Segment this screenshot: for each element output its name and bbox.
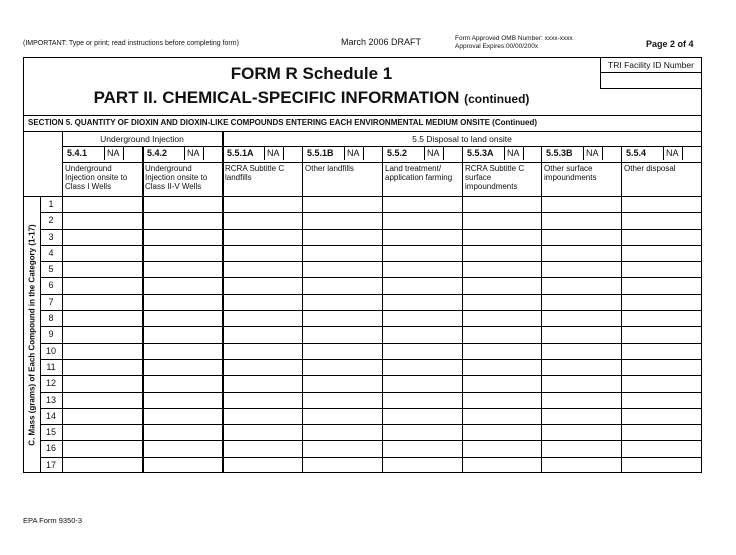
mass-input-cell[interactable] xyxy=(384,425,461,439)
mass-input-cell[interactable] xyxy=(623,327,701,341)
mass-input-cell[interactable] xyxy=(384,278,461,292)
page-number: Page 2 of 4 xyxy=(646,39,694,49)
mass-input-cell[interactable] xyxy=(623,360,701,374)
mass-input-cell[interactable] xyxy=(224,230,301,244)
mass-input-cell[interactable] xyxy=(64,197,141,211)
mass-input-cell[interactable] xyxy=(464,376,540,390)
mass-input-cell[interactable] xyxy=(144,295,221,309)
mass-input-cell[interactable] xyxy=(384,230,461,244)
mass-input-cell[interactable] xyxy=(464,213,540,227)
column-code: 5.5.3A xyxy=(467,148,494,158)
part-title xyxy=(23,88,600,108)
mass-input-cell[interactable] xyxy=(304,393,381,407)
row-number: 11 xyxy=(46,361,56,372)
row-number: 6 xyxy=(48,280,54,291)
na-checkbox[interactable]: NA xyxy=(504,147,524,160)
omb-number: Form Approved OMB Number: xxxx-xxxx xyxy=(455,35,573,42)
row-number: 17 xyxy=(45,459,56,470)
mass-input-cell[interactable] xyxy=(304,327,381,341)
column-description: Other landfills xyxy=(305,164,354,173)
row-number: 12 xyxy=(45,378,56,389)
mass-input-cell[interactable] xyxy=(623,311,701,325)
mass-input-cell[interactable] xyxy=(464,197,540,211)
mass-input-cell[interactable] xyxy=(464,278,540,292)
mass-input-cell[interactable] xyxy=(543,376,620,390)
column-description: Land treatment/ application farming xyxy=(385,164,453,182)
row-number: 16 xyxy=(45,443,56,454)
important-note: (IMPORTANT: Type or print; read instructions before completing form) xyxy=(23,40,239,47)
mass-input-cell[interactable] xyxy=(64,425,141,439)
mass-input-cell[interactable] xyxy=(464,230,540,244)
na-checkbox[interactable]: NA xyxy=(344,147,364,160)
na-checkbox[interactable]: NA xyxy=(583,147,603,160)
na-checkbox[interactable]: NA xyxy=(663,147,683,160)
tri-facility-id-input[interactable] xyxy=(601,73,701,87)
row-number: 15 xyxy=(45,427,56,438)
column-description: Other surface impoundments xyxy=(544,164,597,182)
mass-input-cell[interactable] xyxy=(304,458,381,472)
column-code: 5.5.4 xyxy=(626,148,647,158)
footer-form-number: EPA Form 9350-3 xyxy=(23,516,83,525)
mass-input-cell[interactable] xyxy=(623,458,701,472)
column-code: 5.5.1B xyxy=(307,148,334,158)
tri-divider xyxy=(600,88,702,89)
mass-input-cell[interactable] xyxy=(543,295,620,309)
mass-input-cell[interactable] xyxy=(543,278,620,292)
mass-input-cell[interactable] xyxy=(224,344,301,358)
na-checkbox[interactable]: NA xyxy=(184,147,204,160)
tri-label: TRI Facility ID Number xyxy=(608,60,694,70)
section-heading: SECTION 5. QUANTITY OF DIOXIN AND DIOXIN-LIKE COMPOUNDS ENTERING EACH ENVIRONMENTAL MEDIUM ONSITE (Continued) xyxy=(28,118,538,127)
mass-input-cell[interactable] xyxy=(543,458,620,472)
column-description: RCRA Subtitle C landfills xyxy=(225,164,285,182)
mass-input-cell[interactable] xyxy=(304,213,381,227)
column-description: RCRA Subtitle C surface impoundments xyxy=(465,164,525,191)
mass-input-cell[interactable] xyxy=(623,197,701,211)
mass-input-cell[interactable] xyxy=(543,213,620,227)
mass-input-cell[interactable] xyxy=(384,327,461,341)
mass-input-cell[interactable] xyxy=(224,376,301,390)
mass-input-cell[interactable] xyxy=(623,441,701,455)
mass-input-cell[interactable] xyxy=(304,246,381,260)
mass-input-cell[interactable] xyxy=(144,246,221,260)
mass-input-cell[interactable] xyxy=(64,441,141,455)
column-description: Other disposal xyxy=(624,164,676,173)
mass-input-cell[interactable] xyxy=(224,441,301,455)
mass-input-cell[interactable] xyxy=(464,246,540,260)
group-disposal: 5.5 Disposal to land onsite xyxy=(412,134,512,144)
mass-input-cell[interactable] xyxy=(464,295,540,309)
mass-input-cell[interactable] xyxy=(543,230,620,244)
mass-input-cell[interactable] xyxy=(224,360,301,374)
column-code: 5.5.3B xyxy=(546,148,573,158)
mass-input-cell[interactable] xyxy=(224,458,301,472)
part-title-text: PART II. CHEMICAL-SPECIFIC INFORMATION xyxy=(93,88,460,107)
mass-input-cell[interactable] xyxy=(543,393,620,407)
draft-label: March 2006 DRAFT xyxy=(341,37,422,47)
group-underground: Underground Injection xyxy=(100,134,184,144)
column-code: 5.5.2 xyxy=(387,148,408,158)
mass-input-cell[interactable] xyxy=(304,197,381,211)
row-number: 8 xyxy=(48,313,54,324)
mass-input-cell[interactable] xyxy=(384,393,461,407)
part-title-suffix: (continued) xyxy=(464,92,530,106)
mass-input-cell[interactable] xyxy=(543,409,620,423)
mass-input-cell[interactable] xyxy=(623,230,701,244)
mass-input-cell[interactable] xyxy=(304,295,381,309)
mass-input-cell[interactable] xyxy=(224,327,301,341)
column-code: 5.4.2 xyxy=(147,148,168,158)
mass-input-cell[interactable] xyxy=(464,458,540,472)
mass-input-cell[interactable] xyxy=(543,327,620,341)
column-description: Underground Injection onsite to Class I Wells xyxy=(65,164,128,191)
mass-input-cell[interactable] xyxy=(304,262,381,276)
mass-input-cell[interactable] xyxy=(464,327,540,341)
mass-input-cell[interactable] xyxy=(623,393,701,407)
mass-input-cell[interactable] xyxy=(224,409,301,423)
mass-input-cell[interactable] xyxy=(623,425,701,439)
mass-input-cell[interactable] xyxy=(384,246,461,260)
mass-input-cell[interactable] xyxy=(64,230,141,244)
row-number: 4 xyxy=(48,247,54,258)
form-title: FORM R Schedule 1 xyxy=(230,64,393,83)
mass-input-cell[interactable] xyxy=(64,344,141,358)
row-number: 10 xyxy=(45,345,56,356)
mass-input-cell[interactable] xyxy=(543,246,620,260)
mass-input-cell[interactable] xyxy=(464,262,540,276)
mass-input-cell[interactable] xyxy=(144,441,221,455)
mass-input-cell[interactable] xyxy=(384,409,461,423)
mass-input-cell[interactable] xyxy=(64,262,141,276)
mass-input-cell[interactable] xyxy=(384,360,461,374)
mass-input-cell[interactable] xyxy=(144,311,221,325)
mass-input-cell[interactable] xyxy=(384,441,461,455)
mass-input-cell[interactable] xyxy=(224,425,301,439)
mass-input-cell[interactable] xyxy=(144,360,221,374)
mass-input-cell[interactable] xyxy=(464,311,540,325)
row-number: 2 xyxy=(48,215,54,226)
mass-input-cell[interactable] xyxy=(64,393,141,407)
mass-input-cell[interactable] xyxy=(384,311,461,325)
divider xyxy=(23,115,702,116)
column-code: 5.5.1A xyxy=(227,148,254,158)
mass-input-cell[interactable] xyxy=(224,197,301,211)
mass-input-cell[interactable] xyxy=(384,197,461,211)
mass-input-cell[interactable] xyxy=(543,344,620,358)
mass-input-cell[interactable] xyxy=(64,246,141,260)
mass-input-cell[interactable] xyxy=(464,360,540,374)
mass-input-cell[interactable] xyxy=(144,262,221,276)
mass-input-cell[interactable] xyxy=(144,327,221,341)
mass-input-cell[interactable] xyxy=(304,311,381,325)
mass-input-cell[interactable] xyxy=(543,360,620,374)
mass-input-cell[interactable] xyxy=(64,376,141,390)
mass-input-cell[interactable] xyxy=(64,278,141,292)
mass-input-cell[interactable] xyxy=(64,213,141,227)
mass-input-cell[interactable] xyxy=(304,278,381,292)
mass-input-cell[interactable] xyxy=(543,262,620,276)
row-number: 1 xyxy=(48,199,54,209)
mass-input-cell[interactable] xyxy=(384,262,461,276)
row-number: 7 xyxy=(48,296,54,307)
na-checkbox[interactable]: NA xyxy=(264,147,284,160)
mass-input-cell[interactable] xyxy=(464,344,540,358)
mass-input-cell[interactable] xyxy=(464,393,540,407)
na-checkbox[interactable]: NA xyxy=(104,147,124,160)
mass-input-cell[interactable] xyxy=(64,409,141,423)
mass-input-cell[interactable] xyxy=(144,230,221,244)
na-checkbox[interactable]: NA xyxy=(424,147,444,160)
mass-input-cell[interactable] xyxy=(224,262,301,276)
mass-input-cell[interactable] xyxy=(623,376,701,390)
mass-input-cell[interactable] xyxy=(224,295,301,309)
row-number: 3 xyxy=(48,231,54,242)
mass-input-cell[interactable] xyxy=(543,197,620,211)
row-number: 14 xyxy=(45,410,56,421)
mass-input-cell[interactable] xyxy=(144,197,221,211)
mass-input-cell[interactable] xyxy=(64,327,141,341)
mass-input-cell[interactable] xyxy=(623,213,701,227)
mass-input-cell[interactable] xyxy=(384,295,461,309)
mass-input-cell[interactable] xyxy=(304,230,381,244)
mass-input-cell[interactable] xyxy=(224,278,301,292)
mass-input-cell[interactable] xyxy=(64,458,141,472)
mass-input-cell[interactable] xyxy=(144,213,221,227)
row-number: 5 xyxy=(48,264,54,275)
row-label-cell xyxy=(23,196,40,473)
row-label: C. Mass (grams) of Each Compound in the Category (1-17) xyxy=(27,223,36,446)
mass-input-cell[interactable] xyxy=(304,376,381,390)
mass-input-cell[interactable] xyxy=(304,360,381,374)
mass-input-cell[interactable] xyxy=(224,246,301,260)
mass-input-cell[interactable] xyxy=(384,344,461,358)
mass-input-cell[interactable] xyxy=(144,425,221,439)
mass-input-cell[interactable] xyxy=(144,278,221,292)
mass-input-cell[interactable] xyxy=(144,409,221,423)
mass-input-cell[interactable] xyxy=(623,344,701,358)
mass-input-cell[interactable] xyxy=(224,393,301,407)
mass-input-cell[interactable] xyxy=(304,409,381,423)
mass-input-cell[interactable] xyxy=(623,409,701,423)
mass-input-cell[interactable] xyxy=(304,344,381,358)
divider xyxy=(23,131,702,132)
mass-input-cell[interactable] xyxy=(304,425,381,439)
mass-input-cell[interactable] xyxy=(224,213,301,227)
divider xyxy=(62,131,63,473)
mass-input-cell[interactable] xyxy=(464,441,540,455)
mass-input-cell[interactable] xyxy=(623,246,701,260)
mass-input-cell[interactable] xyxy=(144,344,221,358)
approval-expires: Approval Expires:00/00/200x xyxy=(455,43,539,50)
mass-input-cell[interactable] xyxy=(623,262,701,276)
mass-input-cell[interactable] xyxy=(64,295,141,309)
row-number: 9 xyxy=(48,329,54,340)
mass-input-cell[interactable] xyxy=(543,425,620,439)
mass-input-cell[interactable] xyxy=(623,278,701,292)
mass-input-cell[interactable] xyxy=(543,311,620,325)
mass-input-cell[interactable] xyxy=(144,376,221,390)
mass-input-cell[interactable] xyxy=(623,295,701,309)
mass-input-cell[interactable] xyxy=(304,441,381,455)
mass-input-cell[interactable] xyxy=(384,213,461,227)
mass-input-cell[interactable] xyxy=(384,376,461,390)
mass-input-cell[interactable] xyxy=(384,458,461,472)
mass-input-cell[interactable] xyxy=(144,458,221,472)
mass-input-cell[interactable] xyxy=(464,409,540,423)
mass-input-cell[interactable] xyxy=(464,425,540,439)
mass-input-cell[interactable] xyxy=(543,441,620,455)
row-number: 13 xyxy=(45,394,56,405)
column-description: Underground Injection onsite to Class II-V Wells xyxy=(145,164,208,191)
mass-input-cell[interactable] xyxy=(224,311,301,325)
column-code: 5.4.1 xyxy=(67,148,88,158)
mass-input-cell[interactable] xyxy=(64,311,141,325)
mass-input-cell[interactable] xyxy=(64,360,141,374)
mass-input-cell[interactable] xyxy=(144,393,221,407)
